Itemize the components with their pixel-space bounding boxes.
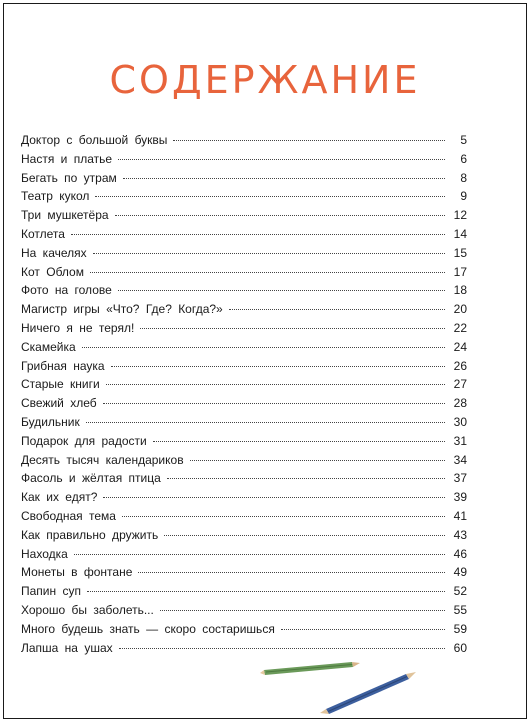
dot-leader: [122, 516, 445, 517]
toc-entry[interactable]: [21, 451, 467, 470]
toc-entry[interactable]: [21, 319, 467, 338]
entry-page-number: 20: [453, 302, 467, 317]
toc-entry[interactable]: [21, 413, 467, 432]
dot-leader: [138, 572, 445, 573]
entry-page-number: 37: [453, 471, 467, 486]
dot-leader: [173, 140, 445, 141]
toc-entry[interactable]: [21, 131, 467, 150]
dot-leader: [90, 272, 445, 273]
entry-page-number: 24: [453, 339, 467, 354]
entry-page-number: 18: [453, 283, 467, 298]
dot-leader: [229, 309, 445, 310]
dot-leader: [103, 403, 445, 404]
entry-title: Свежий хлеб: [21, 396, 97, 411]
entry-page-number: 8: [460, 170, 467, 185]
entry-page-number: 31: [453, 433, 467, 448]
entry-page-number: 52: [453, 584, 467, 599]
dot-leader: [153, 441, 445, 442]
entry-page-number: 17: [453, 264, 467, 279]
dot-leader: [86, 422, 445, 423]
blue-pencil-icon: [320, 672, 416, 714]
entry-title: Десять тысяч календариков: [21, 452, 184, 467]
entry-title: Фасоль и жёлтая птица: [21, 471, 161, 486]
entry-title: Хорошо бы заболеть...: [21, 602, 154, 617]
toc-entry[interactable]: [21, 488, 467, 507]
dot-leader: [118, 290, 445, 291]
entry-page-number: 46: [453, 546, 467, 561]
entry-title: Ничего я не терял!: [21, 320, 135, 335]
dot-leader: [93, 253, 445, 254]
entry-page-number: 28: [453, 396, 467, 411]
entry-title: Кот Облом: [21, 264, 84, 279]
entry-title: Как правильно дружить: [21, 527, 159, 542]
entry-title: Монеты в фонтане: [21, 565, 133, 580]
toc-entry[interactable]: [21, 545, 467, 564]
dot-leader: [119, 648, 445, 649]
dot-leader: [281, 629, 445, 630]
entry-page-number: 55: [453, 602, 467, 617]
dot-leader: [106, 384, 445, 385]
dot-leader: [82, 347, 445, 348]
dot-leader: [115, 215, 445, 216]
entry-title: Котлета: [21, 226, 65, 241]
toc-entry[interactable]: [21, 526, 467, 545]
entry-page-number: 22: [453, 320, 467, 335]
toc-entry[interactable]: [21, 338, 467, 357]
entry-page-number: 12: [453, 208, 467, 223]
entry-page-number: 5: [460, 133, 467, 147]
entry-title: Подарок для радости: [21, 433, 147, 448]
toc-entry[interactable]: [21, 263, 467, 282]
toc-entry[interactable]: [21, 281, 467, 300]
entry-page-number: 15: [453, 245, 467, 260]
dot-leader: [111, 366, 445, 367]
toc-entry[interactable]: [21, 357, 467, 376]
dot-leader: [95, 196, 445, 197]
entry-page-number: 26: [453, 358, 467, 373]
entry-title: Скамейка: [21, 339, 76, 354]
entry-page-number: 39: [453, 490, 467, 505]
toc-entry[interactable]: [21, 432, 467, 451]
toc-entry[interactable]: [21, 150, 467, 169]
dot-leader: [74, 554, 445, 555]
toc-entry[interactable]: [21, 394, 467, 413]
entry-page-number: 30: [453, 414, 467, 429]
pencils-icon: [256, 654, 426, 716]
toc-entry[interactable]: [21, 620, 467, 639]
entry-title: Папин суп: [21, 584, 81, 599]
entry-title: Свободная тема: [21, 508, 116, 523]
toc-entry[interactable]: [21, 300, 467, 319]
entry-title: Лапша на ушах: [21, 640, 113, 655]
entry-title: На качелях: [21, 245, 87, 260]
toc-entry[interactable]: [21, 225, 467, 244]
entry-page-number: 59: [453, 621, 467, 636]
green-pencil-icon: [260, 662, 360, 675]
toc-entry[interactable]: [21, 507, 467, 526]
toc-entry[interactable]: [21, 375, 467, 394]
entry-title: Магистр игры «Что? Где? Когда?»: [21, 302, 223, 317]
toc-entry[interactable]: [21, 244, 467, 263]
entry-page-number: 43: [453, 527, 467, 542]
entry-page-number: 34: [453, 452, 467, 467]
entry-title: Фото на голове: [21, 283, 112, 298]
entry-page-number: 60: [453, 640, 467, 655]
dot-leader: [71, 234, 445, 235]
dot-leader: [190, 460, 445, 461]
dot-leader: [123, 178, 445, 179]
toc-entry[interactable]: [21, 187, 467, 206]
toc-entry[interactable]: [21, 582, 467, 601]
entry-page-number: 14: [453, 226, 467, 241]
toc-entry[interactable]: [21, 206, 467, 225]
dot-leader: [103, 497, 445, 498]
dot-leader: [140, 328, 445, 329]
entry-title: Бегать по утрам: [21, 170, 117, 185]
dot-leader: [87, 591, 445, 592]
toc-entry[interactable]: [21, 601, 467, 620]
entry-title: Доктор с большой буквы: [21, 133, 168, 147]
entry-title: Настя и платье: [21, 151, 113, 166]
entry-page-number: 9: [460, 189, 467, 204]
dot-leader: [164, 535, 445, 536]
entry-page-number: 27: [453, 377, 467, 392]
entry-page-number: 41: [453, 508, 467, 523]
table-of-contents: [21, 131, 467, 657]
entry-page-number: 49: [453, 565, 467, 580]
entry-title: Три мушкетёра: [21, 208, 109, 223]
toc-entry[interactable]: [21, 469, 467, 488]
entry-title: Много будешь знать — скоро состаришься: [21, 621, 275, 636]
entry-title: Грибная наука: [21, 358, 105, 373]
entry-page-number: 6: [460, 151, 467, 166]
entry-title: Будильник: [21, 414, 80, 429]
entry-title: Театр кукол: [21, 189, 90, 204]
book-page: [3, 3, 527, 719]
dot-leader: [160, 610, 445, 611]
toc-entry[interactable]: [21, 169, 467, 188]
entry-title: Как их едят?: [21, 490, 98, 505]
entry-title: Старые книги: [21, 377, 100, 392]
page-title: СОДЕРЖАНИЕ: [109, 58, 421, 102]
entry-title: Находка: [21, 546, 68, 561]
dot-leader: [118, 159, 445, 160]
toc-entry[interactable]: [21, 563, 467, 582]
dot-leader: [167, 478, 445, 479]
